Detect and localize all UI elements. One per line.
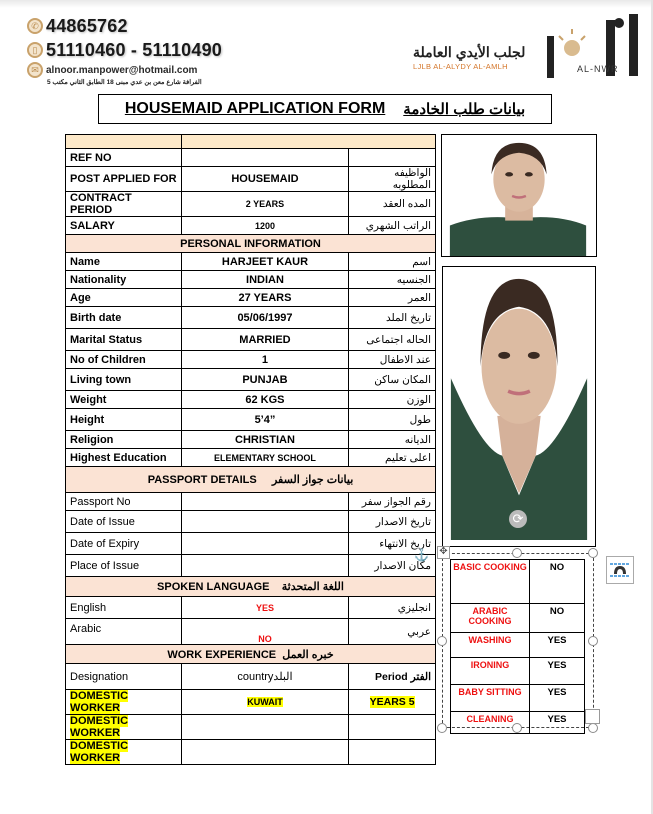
table-row: [66, 351, 436, 369]
row-arabic-label: عند الاطفال: [349, 351, 436, 369]
row-arabic-label: اعلى تعليم: [349, 449, 436, 467]
row-arabic-label: الوزن: [349, 391, 436, 409]
row-label: Birth date: [66, 307, 182, 329]
designation-value: DOMESTIC WORKER: [70, 740, 129, 764]
skill-name: IRONING: [451, 658, 530, 685]
table-row: [66, 555, 436, 577]
row-arabic-label: [349, 149, 436, 167]
row-label: Arabic: [66, 619, 182, 645]
row-arabic-label: رقم الجواز سفر: [349, 493, 436, 511]
weight-value[interactable]: 62 KGS: [181, 391, 348, 409]
skill-value[interactable]: NO: [530, 560, 585, 604]
resize-handle-top[interactable]: [512, 548, 522, 558]
table-row: [66, 149, 436, 167]
table-row: [66, 690, 436, 715]
resize-handle-top-right[interactable]: [588, 548, 598, 558]
row-arabic-label: الجنسيه: [349, 271, 436, 289]
section-header-personal: [66, 235, 436, 253]
resize-handle-bottom-right[interactable]: [588, 723, 598, 733]
table-row: [66, 409, 436, 431]
table-row: [66, 619, 436, 645]
row-label: POST APPLIED FOR: [66, 167, 182, 192]
skill-value[interactable]: YES: [530, 685, 585, 712]
row-arabic-label: الديانه: [349, 431, 436, 449]
row-arabic-label: العمر: [349, 289, 436, 307]
row-label: Marital Status: [66, 329, 182, 351]
section-title-ar: بيانات جواز السفر: [271, 474, 354, 486]
designation-cell[interactable]: [66, 715, 182, 740]
expiry-date-field[interactable]: [181, 533, 348, 555]
logo-transliteration: LJLB AL-ALYDY AL-AMLH: [413, 62, 508, 71]
english-value[interactable]: YES: [181, 597, 348, 619]
row-arabic-label: عربي: [349, 619, 436, 645]
section-header-passport: [66, 467, 436, 493]
country-cell[interactable]: [181, 715, 348, 740]
section-header-experience: [66, 645, 436, 664]
children-value[interactable]: 1: [181, 351, 348, 369]
row-label: Highest Education: [66, 449, 182, 467]
table-row: [66, 449, 436, 467]
row-arabic-label: تاريخ الاصدار: [349, 511, 436, 533]
nationality-value[interactable]: INDIAN: [181, 271, 348, 289]
passport-photo-small[interactable]: [441, 134, 597, 257]
period-cell[interactable]: [349, 690, 436, 715]
row-arabic-label: مكان الاصدار: [349, 555, 436, 577]
table-row: [66, 192, 436, 217]
row-arabic-label: تاريخ الانتهاء: [349, 533, 436, 555]
column-header: countryالبلد: [181, 664, 348, 690]
skill-value[interactable]: YES: [530, 633, 585, 658]
post-applied-value[interactable]: HOUSEMAID: [181, 167, 348, 192]
country-cell[interactable]: [181, 690, 348, 715]
skills-table: [450, 559, 585, 734]
living-town-value[interactable]: PUNJAB: [181, 369, 348, 391]
skill-name: BABY SITTING: [451, 685, 530, 712]
section-title-en: SPOKEN LANGUAGE: [157, 581, 270, 593]
table-row: [66, 329, 436, 351]
designation-cell[interactable]: [66, 690, 182, 715]
row-label: Date of Expiry: [66, 533, 182, 555]
row-label: Date of Issue: [66, 511, 182, 533]
anchor-icon: ⚓: [414, 548, 429, 562]
skill-name: CLEANING: [451, 712, 530, 734]
period-value: 5 YEARS: [369, 696, 415, 708]
religion-value[interactable]: CHRISTIAN: [181, 431, 348, 449]
row-arabic-label: الراتب الشهري: [349, 217, 436, 235]
row-label: CONTRACT PERIOD: [66, 192, 182, 217]
section-title-en: PASSPORT DETAILS: [147, 474, 257, 486]
skill-row: [451, 685, 585, 712]
form-title: [98, 94, 552, 124]
row-label: Weight: [66, 391, 182, 409]
move-handle-icon[interactable]: ✥: [437, 546, 450, 559]
skill-row: [451, 712, 585, 734]
title-english: HOUSEMAID APPLICATION FORM: [124, 100, 386, 117]
title-arabic: بيانات طلب الخادمة: [403, 101, 526, 118]
designation-cell[interactable]: [66, 740, 182, 765]
row-label: Living town: [66, 369, 182, 391]
logo-brand: AL-NWR: [577, 64, 619, 74]
place-of-issue-field[interactable]: [181, 555, 348, 577]
phone-number: 44865762: [46, 15, 128, 36]
resize-handle-left[interactable]: [437, 636, 447, 646]
row-arabic-label: المكان ساكن: [349, 369, 436, 391]
column-header: الفتر Period: [349, 664, 436, 690]
top-band-row: [66, 135, 436, 149]
table-row: [66, 493, 436, 511]
row-label: Religion: [66, 431, 182, 449]
skill-value[interactable]: YES: [530, 658, 585, 685]
portrait-image: [442, 135, 596, 256]
portrait-image: [443, 267, 595, 546]
country-cell[interactable]: [181, 740, 348, 765]
row-label: English: [66, 597, 182, 619]
mobile-numbers: 51110460 - 51110490: [46, 39, 222, 60]
table-row: [66, 289, 436, 307]
passport-photo-large[interactable]: [442, 266, 596, 547]
phone-icon: ✆: [27, 18, 43, 34]
skill-value[interactable]: YES: [530, 712, 585, 734]
resize-handle-bottom-left[interactable]: [437, 723, 447, 733]
contact-block: [27, 14, 222, 86]
row-label: Nationality: [66, 271, 182, 289]
row-arabic-label: اسم: [349, 253, 436, 271]
skill-row: [451, 658, 585, 685]
skill-name: BASIC COOKING: [451, 560, 530, 604]
row-label: REF NO: [66, 149, 182, 167]
section-title-en: WORK EXPERIENCE: [167, 648, 277, 661]
phone-row: [27, 14, 222, 38]
issue-date-field[interactable]: [181, 511, 348, 533]
mobile-icon: ▯: [27, 42, 43, 58]
layout-options-icon: [607, 557, 633, 583]
top-band-cell: [66, 135, 182, 149]
section-title: [66, 577, 436, 597]
ref-no-field[interactable]: [181, 149, 348, 167]
row-arabic-label: تاريخ الملد: [349, 307, 436, 329]
skill-value[interactable]: NO: [530, 604, 585, 633]
height-value[interactable]: 5’4”: [181, 409, 348, 431]
table-row: [66, 307, 436, 329]
row-arabic-label: انجليزي: [349, 597, 436, 619]
mail-icon: ✉: [27, 62, 43, 78]
salary-value[interactable]: 1200: [181, 217, 348, 235]
country-value: KUWAIT: [247, 697, 283, 707]
window-top-shadow: [0, 0, 653, 8]
row-label: Place of Issue: [66, 555, 182, 577]
table-row: [66, 533, 436, 555]
section-title: [66, 645, 436, 664]
name-value[interactable]: HARJEET KAUR: [181, 253, 348, 271]
table-row: [66, 511, 436, 533]
table-row: [66, 253, 436, 271]
table-row: [66, 391, 436, 409]
skill-row: [451, 604, 585, 633]
passport-no-field[interactable]: [181, 493, 348, 511]
table-row: [66, 369, 436, 391]
table-row: [66, 431, 436, 449]
row-label: Name: [66, 253, 182, 271]
mobile-row: [27, 38, 222, 62]
designation-value: DOMESTIC WORKER: [70, 690, 129, 714]
table-row: [66, 715, 436, 740]
section-title: PERSONAL INFORMATION: [66, 235, 436, 253]
row-arabic-label: الحاله اجتماعى: [349, 329, 436, 351]
logo-arabic-text: لجلب الأيدي العاملة: [413, 44, 526, 60]
resize-handle-right[interactable]: [588, 636, 598, 646]
experience-header-row: [66, 664, 436, 690]
contract-period-value[interactable]: 2 YEARS: [181, 192, 348, 217]
section-title-ar: خبره العمل: [282, 648, 334, 661]
table-resize-handle[interactable]: [585, 709, 600, 724]
table-row: [66, 271, 436, 289]
address: الفرافة شارع معن بن عدي مبنى 18 الطابق الثاني مكتب 5: [47, 79, 202, 86]
period-cell[interactable]: [349, 740, 436, 765]
skill-row: [451, 633, 585, 658]
skill-name: ARABIC COOKING: [451, 604, 530, 633]
rotate-handle-icon[interactable]: ⟳: [509, 510, 527, 528]
table-row: [66, 217, 436, 235]
arabic-value[interactable]: NO: [181, 619, 348, 645]
layout-options-button[interactable]: [606, 556, 634, 584]
skill-name: WASHING: [451, 633, 530, 658]
application-table: [65, 134, 436, 765]
row-label: No of Children: [66, 351, 182, 369]
row-label: Age: [66, 289, 182, 307]
row-arabic-label: المده العقد: [349, 192, 436, 217]
row-arabic-label: طول: [349, 409, 436, 431]
marital-status-value[interactable]: MARRIED: [181, 329, 348, 351]
row-label: SALARY: [66, 217, 182, 235]
skill-row: [451, 560, 585, 604]
row-arabic-label: الواظيفه المطلوبه: [349, 167, 436, 192]
row-label: Passport No: [66, 493, 182, 511]
education-value[interactable]: ELEMENTARY SCHOOL: [181, 449, 348, 467]
section-title-ar: اللغة المتحدثة: [281, 581, 344, 593]
table-row: [66, 597, 436, 619]
row-label: Height: [66, 409, 182, 431]
table-row: [66, 740, 436, 765]
section-header-languages: [66, 577, 436, 597]
period-cell[interactable]: [349, 715, 436, 740]
section-title: [66, 467, 436, 493]
table-row: [66, 167, 436, 192]
email-address: alnoor.manpower@hotmail.com: [46, 64, 198, 76]
age-value[interactable]: 27 YEARS: [181, 289, 348, 307]
top-band-cell: [181, 135, 435, 149]
birth-date-value[interactable]: 05/06/1997: [181, 307, 348, 329]
column-header: Designation: [66, 664, 182, 690]
designation-value: DOMESTIC WORKER: [70, 715, 129, 739]
email-row: [27, 62, 222, 78]
